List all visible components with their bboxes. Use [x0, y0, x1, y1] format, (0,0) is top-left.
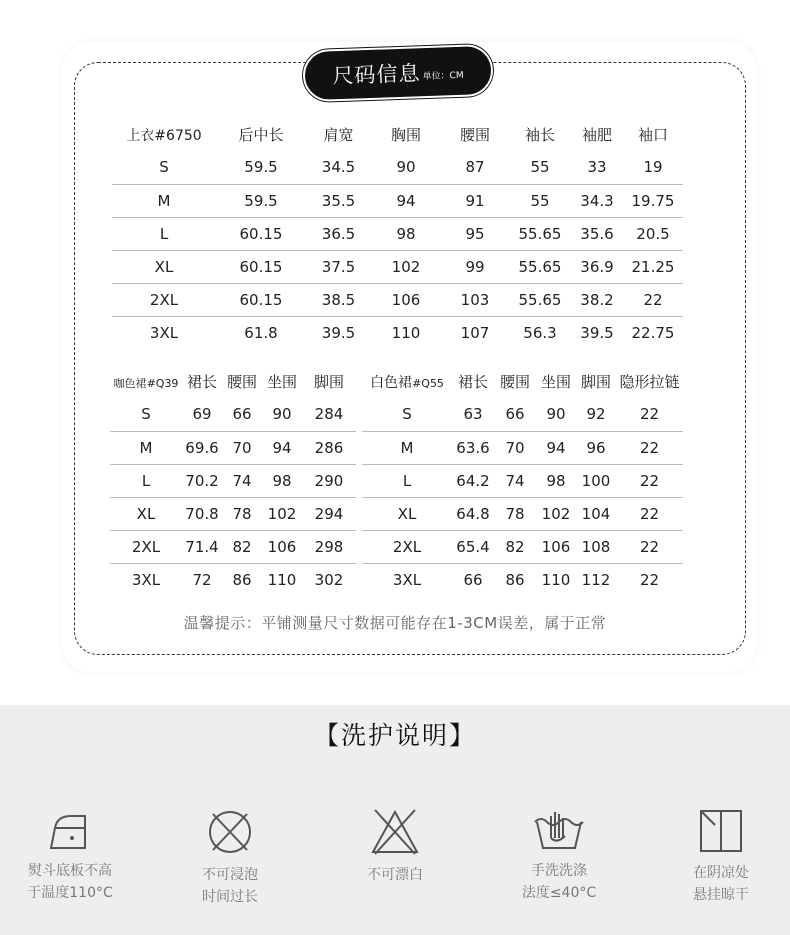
value-cell: 90 — [536, 398, 576, 431]
size-cell: S — [110, 398, 182, 431]
value-cell: 55 — [509, 184, 571, 217]
table-row — [112, 184, 683, 217]
care-item-no-bleach — [330, 808, 460, 886]
table-header-row — [112, 118, 683, 151]
table-row — [110, 563, 356, 596]
value-cell: 102 — [262, 497, 302, 530]
value-cell: 34.5 — [306, 151, 371, 184]
value-cell: 38.2 — [571, 283, 623, 316]
care-label: 手洗洗涤 — [531, 863, 587, 879]
value-cell: 110 — [541, 570, 571, 589]
table-header-cell: 上衣#6750 — [126, 127, 202, 144]
value-cell: 107 — [460, 323, 490, 342]
value-cell: 94 — [262, 431, 302, 464]
value-cell: 60.15 — [216, 217, 306, 250]
table-header-cell: 袖肥 — [581, 126, 612, 144]
table-row — [362, 530, 683, 563]
brown-skirt-size-table — [110, 365, 356, 596]
value-cell: 74 — [222, 464, 262, 497]
table-header-cell: 腰围 — [459, 126, 490, 144]
value-cell: 19 — [623, 151, 683, 184]
value-cell: 20.5 — [623, 217, 683, 250]
value-cell: 60.15 — [216, 250, 306, 283]
table-row — [112, 217, 683, 250]
value-cell: 294 — [302, 497, 356, 530]
table-row — [362, 431, 683, 464]
value-cell: 70 — [222, 431, 262, 464]
value-cell: 39.5 — [580, 323, 614, 342]
value-cell: 22 — [616, 464, 683, 497]
table-header-cell: 肩宽 — [323, 126, 354, 144]
care-label: 不可漂白 — [367, 867, 423, 883]
value-cell: 60.15 — [216, 283, 306, 316]
value-cell: 22 — [623, 283, 683, 316]
value-cell: 61.8 — [244, 323, 278, 342]
table-row — [362, 464, 683, 497]
value-cell: 78 — [222, 497, 262, 530]
care-label: 不可浸泡 — [202, 867, 258, 883]
value-cell: 302 — [314, 570, 344, 589]
size-cell: S — [362, 398, 452, 431]
value-cell: 96 — [576, 431, 616, 464]
care-label: 悬挂晾干 — [693, 887, 749, 903]
care-item-shade-dry — [656, 808, 786, 906]
care-item-no-soak — [165, 808, 295, 908]
size-cell: L — [362, 464, 452, 497]
value-cell: 82 — [494, 530, 536, 563]
unit-label: 单位：CM — [422, 70, 464, 82]
value-cell: 22.75 — [631, 323, 675, 342]
table-row — [362, 497, 683, 530]
table-row — [112, 283, 683, 316]
value-cell: 90 — [371, 151, 441, 184]
care-label: 法度≤40°C — [521, 885, 597, 901]
value-cell: 86 — [505, 570, 525, 589]
size-cell: 3XL — [149, 323, 179, 342]
white-skirt-size-table — [362, 365, 683, 596]
table-row — [110, 497, 356, 530]
value-cell: 38.5 — [306, 283, 371, 316]
value-cell: 59.5 — [216, 184, 306, 217]
table-header-row — [362, 365, 683, 398]
value-cell: 19.75 — [623, 184, 683, 217]
value-cell: 98 — [262, 464, 302, 497]
value-cell: 284 — [302, 398, 356, 431]
no-soak-icon — [205, 808, 255, 856]
shade-dry-icon — [697, 808, 745, 854]
value-cell: 64.2 — [452, 464, 494, 497]
value-cell: 55.65 — [509, 283, 571, 316]
value-cell: 65.4 — [452, 530, 494, 563]
care-label: 时间过长 — [202, 889, 258, 905]
value-cell: 36.9 — [571, 250, 623, 283]
value-cell: 55 — [509, 151, 571, 184]
value-cell: 70 — [494, 431, 536, 464]
value-cell: 290 — [302, 464, 356, 497]
table-header-cell: 腰围 — [499, 373, 530, 391]
value-cell: 108 — [576, 530, 616, 563]
table-header-cell: 坐围 — [540, 373, 571, 391]
size-cell: 3XL — [131, 570, 161, 589]
table-header-cell: 胸围 — [390, 126, 421, 144]
care-label: 于温度110°C — [27, 885, 113, 901]
value-cell: 21.25 — [623, 250, 683, 283]
value-cell: 36.5 — [306, 217, 371, 250]
table-header-cell — [110, 365, 182, 398]
skirt-code: #Q55 — [412, 376, 444, 390]
size-cell: XL — [362, 497, 452, 530]
value-cell: 69 — [182, 398, 222, 431]
table-header-cell: 隐形拉链 — [619, 373, 680, 391]
table-header-cell: 裙长 — [457, 373, 488, 391]
table-row — [110, 530, 356, 563]
value-cell: 35.5 — [306, 184, 371, 217]
table-row — [112, 250, 683, 283]
table-header-cell: 脚围 — [313, 373, 344, 391]
table-header-cell: 后中长 — [238, 126, 284, 144]
table-header-cell: 袖口 — [637, 126, 668, 144]
value-cell: 22 — [616, 497, 683, 530]
value-cell: 110 — [391, 323, 421, 342]
value-cell: 90 — [262, 398, 302, 431]
table-row — [110, 464, 356, 497]
value-cell: 92 — [576, 398, 616, 431]
table-header-cell: 腰围 — [226, 373, 257, 391]
size-cell: 3XL — [392, 570, 422, 589]
size-cell: S — [112, 151, 216, 184]
value-cell: 66 — [222, 398, 262, 431]
value-cell: 98 — [536, 464, 576, 497]
value-cell: 22 — [616, 398, 683, 431]
table-row — [112, 151, 683, 184]
value-cell: 34.3 — [571, 184, 623, 217]
value-cell: 70.8 — [182, 497, 222, 530]
table-header-row — [110, 365, 356, 398]
value-cell: 63 — [452, 398, 494, 431]
value-cell: 69.6 — [182, 431, 222, 464]
value-cell: 110 — [267, 570, 297, 589]
value-cell: 39.5 — [321, 323, 356, 342]
value-cell: 82 — [222, 530, 262, 563]
value-cell: 22 — [616, 530, 683, 563]
table-header-cell — [362, 365, 452, 398]
size-info-title: 尺码信息 — [332, 61, 421, 89]
size-cell: 2XL — [110, 530, 182, 563]
value-cell: 66 — [494, 398, 536, 431]
size-cell: 2XL — [112, 283, 216, 316]
table-row — [110, 431, 356, 464]
value-cell: 74 — [494, 464, 536, 497]
value-cell: 37.5 — [306, 250, 371, 283]
value-cell: 64.8 — [452, 497, 494, 530]
table-row — [362, 398, 683, 431]
value-cell: 86 — [232, 570, 252, 589]
value-cell: 106 — [536, 530, 576, 563]
value-cell: 59.5 — [216, 151, 306, 184]
value-cell: 95 — [441, 217, 509, 250]
size-cell: M — [112, 184, 216, 217]
size-cell: L — [112, 217, 216, 250]
value-cell: 70.2 — [182, 464, 222, 497]
value-cell: 72 — [192, 570, 212, 589]
size-cell: XL — [110, 497, 182, 530]
value-cell: 298 — [302, 530, 356, 563]
size-cell: M — [110, 431, 182, 464]
care-item-hand-wash — [494, 808, 624, 904]
value-cell: 104 — [576, 497, 616, 530]
value-cell: 106 — [371, 283, 441, 316]
value-cell: 55.65 — [509, 217, 571, 250]
value-cell: 94 — [371, 184, 441, 217]
table-row — [110, 398, 356, 431]
care-item-iron — [5, 808, 135, 904]
size-cell: 2XL — [362, 530, 452, 563]
size-info-badge — [302, 44, 494, 103]
value-cell: 106 — [262, 530, 302, 563]
value-cell: 55.65 — [509, 250, 571, 283]
measurement-note: 温馨提示：平铺测量尺寸数据可能存在1-3CM误差，属于正常 — [183, 614, 607, 632]
care-title: 【洗护说明】 — [313, 721, 476, 750]
skirt-code: #Q39 — [146, 376, 179, 390]
value-cell: 33 — [571, 151, 623, 184]
value-cell: 98 — [371, 217, 441, 250]
iron-icon — [45, 808, 95, 852]
value-cell: 286 — [302, 431, 356, 464]
value-cell: 91 — [441, 184, 509, 217]
value-cell: 22 — [639, 570, 660, 589]
value-cell: 66 — [463, 570, 483, 589]
skirt-name: 咖色裙 — [113, 376, 147, 390]
size-cell: M — [362, 431, 452, 464]
value-cell: 112 — [581, 570, 611, 589]
hand-wash-icon — [531, 808, 587, 852]
value-cell: 71.4 — [182, 530, 222, 563]
value-cell: 99 — [441, 250, 509, 283]
care-label: 在阴凉处 — [693, 865, 749, 881]
value-cell: 63.6 — [452, 431, 494, 464]
value-cell: 56.3 — [523, 323, 557, 342]
value-cell: 94 — [536, 431, 576, 464]
value-cell: 35.6 — [571, 217, 623, 250]
value-cell: 22 — [616, 431, 683, 464]
table-row — [112, 316, 683, 349]
table-header-cell: 脚围 — [580, 373, 611, 391]
care-label: 熨斗底板不高 — [28, 863, 112, 879]
value-cell: 100 — [576, 464, 616, 497]
size-cell: L — [110, 464, 182, 497]
value-cell: 102 — [536, 497, 576, 530]
top-size-table — [112, 118, 683, 349]
skirt-name: 白色裙 — [370, 374, 413, 391]
table-header-cell: 坐围 — [266, 373, 297, 391]
table-row — [362, 563, 683, 596]
value-cell: 102 — [371, 250, 441, 283]
table-header-cell: 裙长 — [186, 373, 217, 391]
size-cell: XL — [112, 250, 216, 283]
table-header-cell: 袖长 — [524, 126, 555, 144]
value-cell: 87 — [441, 151, 509, 184]
value-cell: 103 — [441, 283, 509, 316]
value-cell: 78 — [494, 497, 536, 530]
no-bleach-icon — [369, 808, 421, 856]
